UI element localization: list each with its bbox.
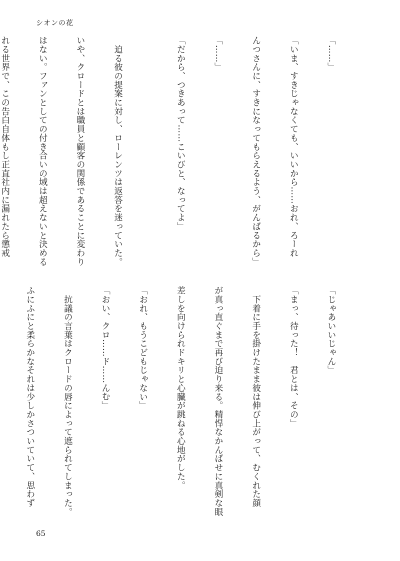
text-line: んつさんに、すきになってもらえるよう、がんばるから」 [250,36,261,267]
text-line: 抗議の言葉はクロードの唇によって遮られてしまった。 [62,286,73,517]
text-line: れる世界で、この告白自体もし正直社内に漏れたら懲戒 [0,36,10,258]
text-line: 「だから、つきあって……こいびと、なってよ」 [175,36,186,231]
text-line: いや、クロードとは職員と顧客の関係であることに変わり [74,36,85,267]
text-column-top [0,36,362,271]
text-line: ふにふにと柔らかなそれは少しかさついていて、思わず [24,286,35,508]
text-line: が真っ直ぐまで再び迫り来る。精悍なかんばせに真剣な眼 [212,286,223,517]
text-column-bottom [24,286,362,521]
text-line: 迫る彼の提案に対し、ローレンツは返答を迷っていた。 [112,36,123,267]
text-line: 差しを向けられドキリと心臓が跳ねる心地がした。 [175,286,186,490]
text-line: 「いま、すきじゃなくても、いいから……おれ、ろーれ [288,36,299,258]
text-line: 「じゃあいいじゃん」 [325,286,336,375]
text-line: 下着に手を掛けたまま彼は伸び上がって、むくれた顔 [250,286,261,508]
text-line: 「まっ、待った！ 君とは、その」 [288,286,299,428]
text-line: 「……」 [325,36,336,72]
text-line: はない。ファンとしての付き合いの域は超えないと決める [37,36,48,267]
text-line: 「おれ、もうこどもじゃない」 [137,286,148,410]
text-line: 「おい、クロ……ド……んむ」 [100,286,111,410]
page-number: 65 [36,529,46,538]
text-line: 「……」 [212,36,223,72]
running-head: シオンの花 [36,19,74,27]
